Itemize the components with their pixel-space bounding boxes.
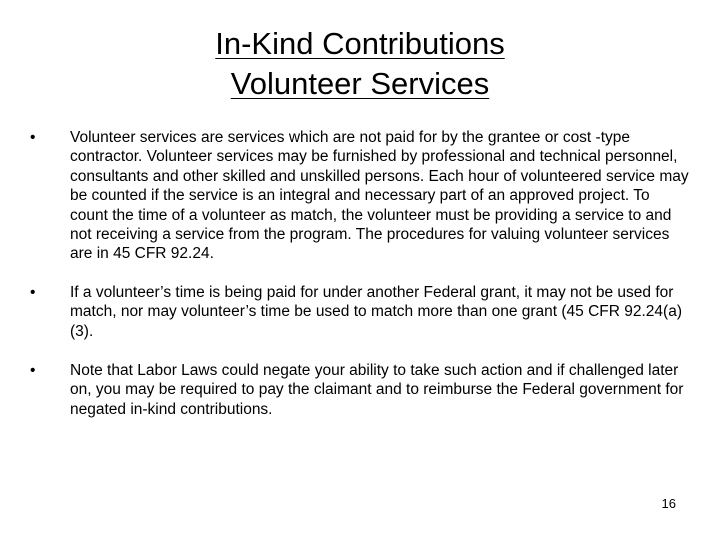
bullet-text: Volunteer services are services which are not paid for by the grantee or cost -type contractor. Volunteer services may be furnished by professional and technical personnel, consultants and other skilled and unskilled persons. Each hour of volunteered service may be counted if the service is an integral and necessary part of an approved project. To count the time of a volunteer as match, the volunteer must be providing a service to and not receiving a service from the program. The procedures for valuing volunteer services are in 45 CFR 92.24.	[70, 129, 689, 263]
title-line-1-text: In-Kind Contributions	[215, 26, 505, 61]
bullet-list	[30, 128, 690, 438]
title-line-1	[0, 24, 720, 64]
bullet-marker: •	[30, 283, 36, 301]
title-line-2	[0, 64, 720, 104]
slide-title	[0, 24, 720, 104]
bullet-marker: •	[30, 129, 36, 146]
bullet-item-federal-grant	[30, 283, 690, 341]
page-number: 16	[661, 496, 676, 511]
bullet-item-labor-laws	[30, 361, 690, 419]
title-line-2-text: Volunteer Services	[230, 66, 490, 101]
bullet-text: If a volunteer’s time is being paid for under another Federal grant, it may not be used for match, nor may volunteer’s time be used to match more than one grant (45 CFR 92.24(a)(3).	[70, 283, 682, 340]
bullet-text: Note that Labor Laws could negate your ability to take such action and if challenged later on, you may be required to pay the claimant and to reimburse the Federal government for negated in-kind contributions.	[70, 362, 684, 418]
bullet-item-volunteer-services	[30, 128, 690, 264]
bullet-marker: •	[30, 362, 36, 380]
